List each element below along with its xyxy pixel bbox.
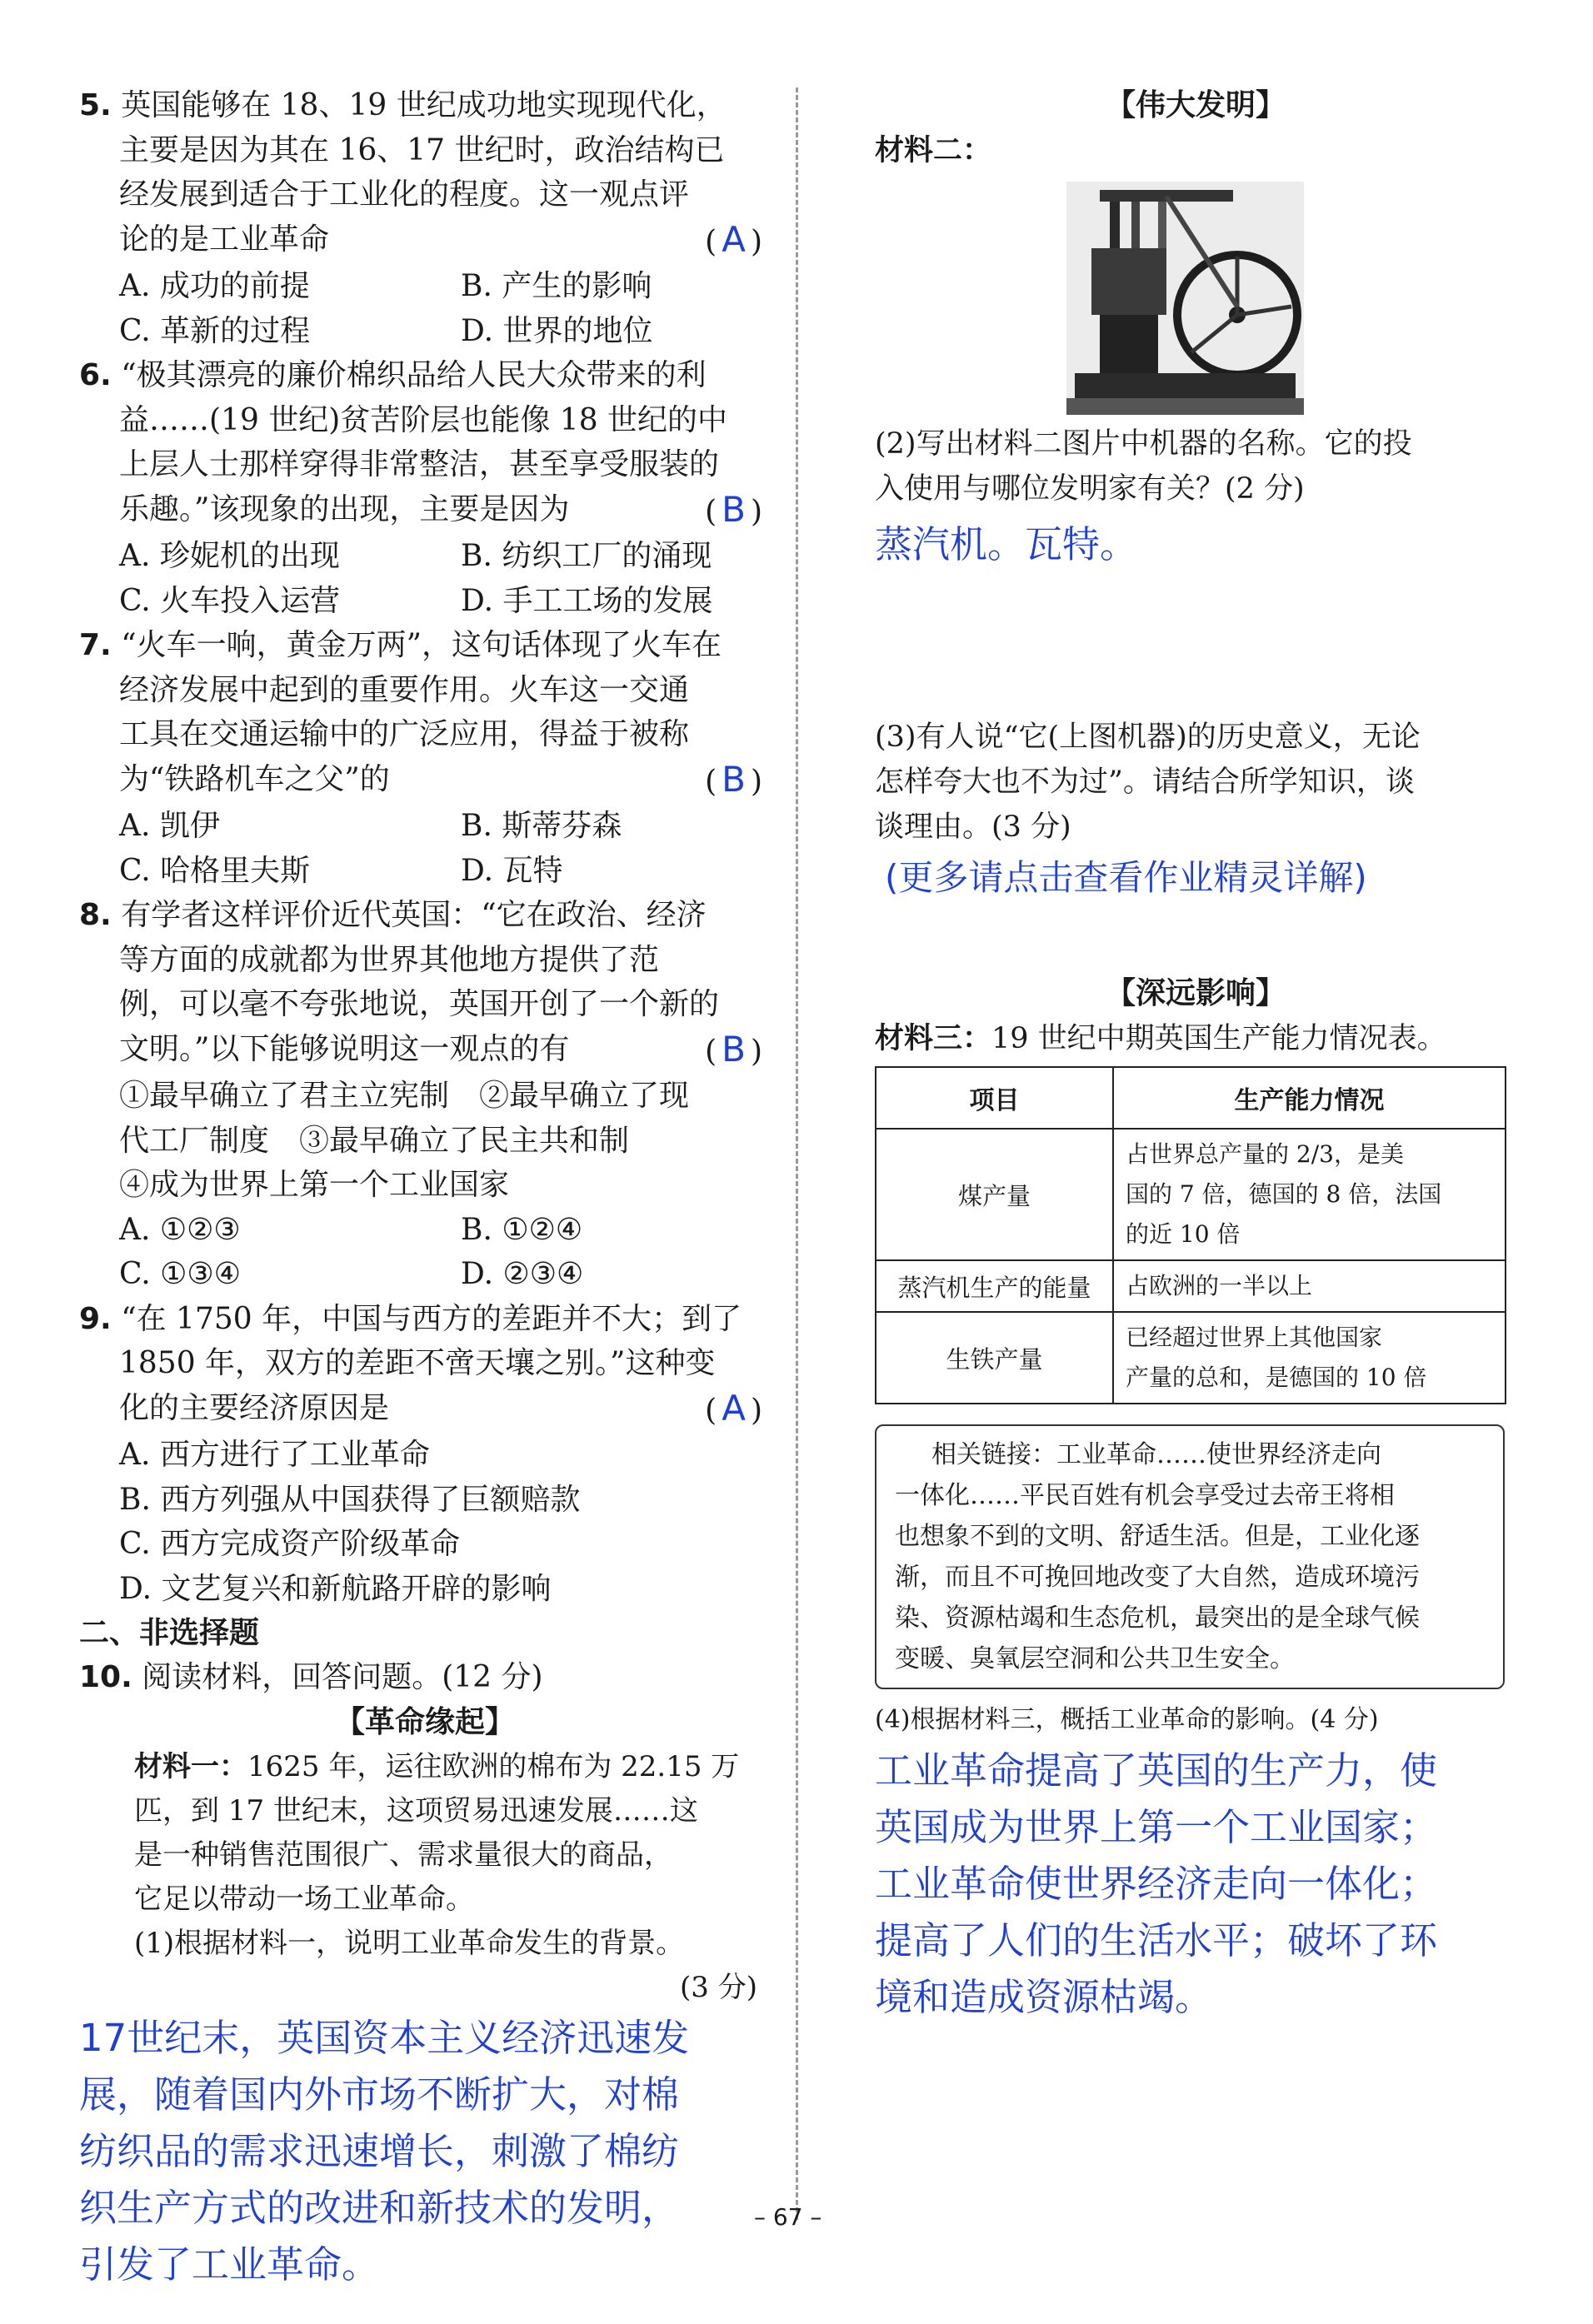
- options: [79, 804, 771, 893]
- question-line: 谈理由。(3 分): [875, 810, 1071, 844]
- option-b: B. 斯蒂芬森: [461, 809, 622, 843]
- row-item: 蒸汽机生产的能量: [876, 1260, 1113, 1312]
- stem-line: 英国能够在 18、19 世纪成功地实现现代化，: [121, 88, 727, 122]
- options: [79, 534, 771, 623]
- question-number: 10.: [79, 1660, 132, 1694]
- answer-bracket: ( B ): [705, 758, 762, 800]
- option-a: A. ①②③: [119, 1212, 241, 1247]
- material-line: 1625 年，运往欧洲的棉布为 22.15 万: [247, 1749, 740, 1783]
- stem-line: 益……(19 世纪)贫苦阶层也能像 18 世纪的中: [119, 402, 728, 437]
- right-column: [875, 83, 1516, 2026]
- answer-line: 境和造成资源枯竭。: [875, 1975, 1213, 2019]
- link-line: 相关链接：工业革命……使世界经济走向: [931, 1440, 1381, 1469]
- option-c: C. 火车投入运营: [119, 583, 341, 618]
- answer-bracket: ( A ): [705, 218, 762, 260]
- question-number: 8.: [79, 898, 112, 932]
- answer-bracket: ( B ): [705, 1028, 762, 1070]
- row-value: [1113, 1260, 1506, 1312]
- stem-line: 有学者这样评价近代英国：“它在政治、经济: [121, 898, 707, 932]
- material-label: 材料三：: [875, 1022, 992, 1055]
- answer-line: 17世纪末，英国资本主义经济迅速发: [79, 2015, 690, 2060]
- link-line: 一体化……平民百姓有机会享受过去帝王将相: [895, 1481, 1395, 1510]
- question-6: [79, 353, 771, 623]
- question-9: [79, 1297, 771, 1612]
- row-item: 煤产量: [876, 1129, 1113, 1260]
- handwritten-answer-2: 蒸汽机。瓦特。: [875, 522, 1138, 566]
- steam-engine-illustration: [1066, 182, 1304, 415]
- stem-line: 阅读材料，回答问题。(12 分): [142, 1660, 543, 1694]
- choice-line: ①最早确立了君主立宪制 ②最早确立了现: [119, 1079, 690, 1113]
- answer-line: 工业革命使世界经济走向一体化；: [875, 1862, 1438, 1906]
- sub-question-2: [875, 421, 1516, 511]
- material-line: 19 世纪中期英国生产能力情况表。: [991, 1022, 1446, 1055]
- stem-line: “火车一响，黄金万两”，这句话体现了火车在: [121, 628, 722, 662]
- option-c: C. 革新的过程: [119, 313, 311, 348]
- option-b: B. 西方列强从中国获得了巨额赔款: [119, 1482, 581, 1517]
- question-line: (3)有人说“它(上图机器)的历史意义，无论: [875, 721, 1421, 754]
- option-d: D. 瓦特: [461, 853, 563, 888]
- section-heading: 二、非选择题: [79, 1616, 260, 1650]
- stem-line: 上层人士那样穿得非常整洁，甚至享受服装的: [119, 447, 720, 481]
- material-three: [875, 1016, 1516, 1061]
- value-line: 占世界总产量的 2/3，是美: [1126, 1140, 1404, 1168]
- answer-bracket: ( B ): [705, 488, 762, 530]
- option-d: D. 世界的地位: [461, 313, 653, 348]
- option-a: A. 西方进行了工业革命: [119, 1438, 430, 1472]
- stem-line: 为“铁路机车之父”的: [119, 761, 390, 796]
- left-column: [79, 83, 771, 2293]
- row-value: [1113, 1129, 1506, 1260]
- option-b: B. ①②④: [461, 1212, 583, 1247]
- stem-line: “在 1750 年，中国与西方的差距并不大；到了: [121, 1301, 742, 1336]
- answer-mark: B: [722, 488, 746, 530]
- material-line: 匹，到 17 世纪末，这项贸易迅速发展……这: [134, 1793, 698, 1828]
- stem-line: 工具在交通运输中的广泛应用，得益于被称: [119, 717, 690, 751]
- related-link-box: [875, 1424, 1505, 1689]
- row-value: [1113, 1312, 1506, 1404]
- option-d: D. 文艺复兴和新航路开辟的影响: [119, 1571, 552, 1606]
- row-item: 生铁产量: [876, 1312, 1113, 1404]
- option-c: C. 哈格里夫斯: [119, 853, 311, 888]
- score: (3 分): [680, 1970, 757, 2004]
- subsection-title: 【革命缘起】: [334, 1704, 515, 1739]
- page-number: – 67 –: [754, 2203, 822, 2231]
- question-line: (2)写出材料二图片中机器的名称。它的投: [875, 427, 1412, 461]
- value-line: 国的 7 倍，德国的 8 倍，法国: [1126, 1180, 1442, 1208]
- option-a: A. 成功的前提: [119, 269, 310, 303]
- answer-bracket: ( A ): [705, 1387, 762, 1429]
- question-number: 9.: [79, 1301, 112, 1336]
- value-line: 产量的总和，是德国的 10 倍: [1126, 1364, 1427, 1391]
- table-row: [876, 1129, 1506, 1260]
- sub-question-1: (1)根据材料一，说明工业革命发生的背景。: [134, 1926, 685, 1960]
- stem-line: 化的主要经济原因是: [119, 1390, 390, 1425]
- steam-engine-image: [1066, 182, 1304, 415]
- options: [79, 264, 771, 353]
- table-row: [876, 1260, 1506, 1312]
- link-line: 也想象不到的文明、舒适生活。但是，工业化逐: [895, 1522, 1420, 1551]
- options: [79, 1433, 771, 1611]
- answer-mark: A: [722, 1387, 746, 1429]
- stem-line: 1850 年，双方的差距不啻天壤之别。”这种变: [119, 1346, 716, 1380]
- table-header: [876, 1067, 1506, 1129]
- value-line: 已经超过世界上其他国家: [1126, 1324, 1383, 1351]
- answer-line: 提高了人们的生活水平；破坏了环: [875, 1918, 1438, 1962]
- handwritten-answer-1: [79, 2010, 771, 2293]
- link-line: 染、资源枯竭和生态危机，最突出的是全球气候: [895, 1603, 1420, 1633]
- subsection-title: 【深远影响】: [1105, 976, 1286, 1010]
- more-details-link[interactable]: (更多请点击查看作业精灵详解): [885, 857, 1367, 898]
- question-7: [79, 623, 771, 893]
- column-divider: [796, 87, 798, 2220]
- stem-line: 乐趣。”该现象的出现，主要是因为: [119, 491, 570, 526]
- material-line: 它足以带动一场工业革命。: [134, 1882, 474, 1916]
- column-header: 生产能力情况: [1113, 1067, 1506, 1129]
- option-d: D. 手工工场的发展: [461, 583, 713, 618]
- choice-line: 代工厂制度 ③最早确立了民主共和制: [119, 1123, 630, 1158]
- question-10: [79, 1655, 771, 2293]
- option-c: C. ①③④: [119, 1257, 241, 1291]
- stem-line: “极其漂亮的廉价棉织品给人民大众带来的利: [121, 358, 707, 392]
- link-line: 渐，而且不可挽回地改变了大自然，造成环境污: [895, 1563, 1420, 1592]
- option-b: B. 产生的影响: [461, 269, 652, 303]
- stem-line: 例，可以毫不夸张地说，英国开创了一个新的: [119, 987, 720, 1021]
- option-a: A. 珍妮机的出现: [119, 539, 340, 573]
- options: [79, 1208, 771, 1297]
- answer-line: 展，随着国内外市场不断扩大，对棉: [79, 2072, 680, 2117]
- question-number: 7.: [79, 628, 112, 662]
- subsection-title: 【伟大发明】: [1105, 88, 1286, 122]
- link-line: 变暖、臭氧层空洞和公共卫生安全。: [895, 1644, 1295, 1673]
- stem-line: 经济发展中起到的重要作用。火车这一交通: [119, 672, 690, 707]
- handwritten-answer-4: [875, 1743, 1516, 2026]
- value-line: 的近 10 倍: [1126, 1220, 1241, 1248]
- answer-line: 纺织品的需求迅速增长，刺激了棉纺: [79, 2128, 680, 2173]
- question-line: 入使用与哪位发明家有关？(2 分): [875, 472, 1305, 506]
- material-label: 材料一：: [134, 1749, 247, 1783]
- stem-line: 主要是因为其在 16、17 世纪时，政治结构已: [119, 132, 725, 167]
- answer-mark: A: [722, 218, 746, 260]
- material-line: 是一种销售范围很广、需求量很大的商品，: [134, 1838, 672, 1872]
- question-number: 6.: [79, 358, 112, 392]
- choice-line: ④成为世界上第一个工业国家: [119, 1168, 510, 1202]
- stem-line: 经发展到适合于工业化的程度。这一观点评: [119, 177, 690, 212]
- answer-line: 织生产方式的改进和新技术的发明，: [79, 2185, 680, 2230]
- question-number: 5.: [79, 88, 112, 122]
- option-a: A. 凯伊: [119, 809, 220, 843]
- answer-line: 工业革命提高了英国的生产力，使: [875, 1748, 1438, 1793]
- value-line: 占欧洲的一半以上: [1126, 1272, 1313, 1299]
- sub-question-3: [875, 715, 1516, 850]
- table-row: [876, 1312, 1506, 1404]
- material-two-label: [875, 128, 1516, 173]
- answer-mark: B: [722, 758, 746, 800]
- question-line: 怎样夸大也不为过”。请结合所学知识，谈: [875, 766, 1415, 799]
- sub-question-4: (4)根据材料三，概括工业革命的影响。(4 分): [875, 1705, 1379, 1734]
- stem-line: 论的是工业革命: [119, 222, 330, 257]
- option-d: D. ②③④: [461, 1257, 584, 1291]
- answer-line: 引发了工业革命。: [79, 2242, 380, 2287]
- stem-line: 文明。”以下能够说明这一观点的有: [119, 1031, 570, 1066]
- material-label: 材料二：: [875, 134, 992, 167]
- option-c: C. 西方完成资产阶级革命: [119, 1527, 461, 1561]
- question-5: [79, 83, 771, 353]
- column-header: 项目: [876, 1067, 1113, 1129]
- option-b: B. 纺织工厂的涌现: [461, 539, 712, 573]
- stem-line: 等方面的成就都为世界其他地方提供了范: [119, 942, 660, 977]
- answer-mark: B: [722, 1028, 746, 1070]
- production-table: [875, 1066, 1506, 1404]
- question-8: [79, 893, 771, 1297]
- answer-line: 英国成为世界上第一个工业国家；: [875, 1805, 1438, 1849]
- material-one: [79, 1745, 771, 2010]
